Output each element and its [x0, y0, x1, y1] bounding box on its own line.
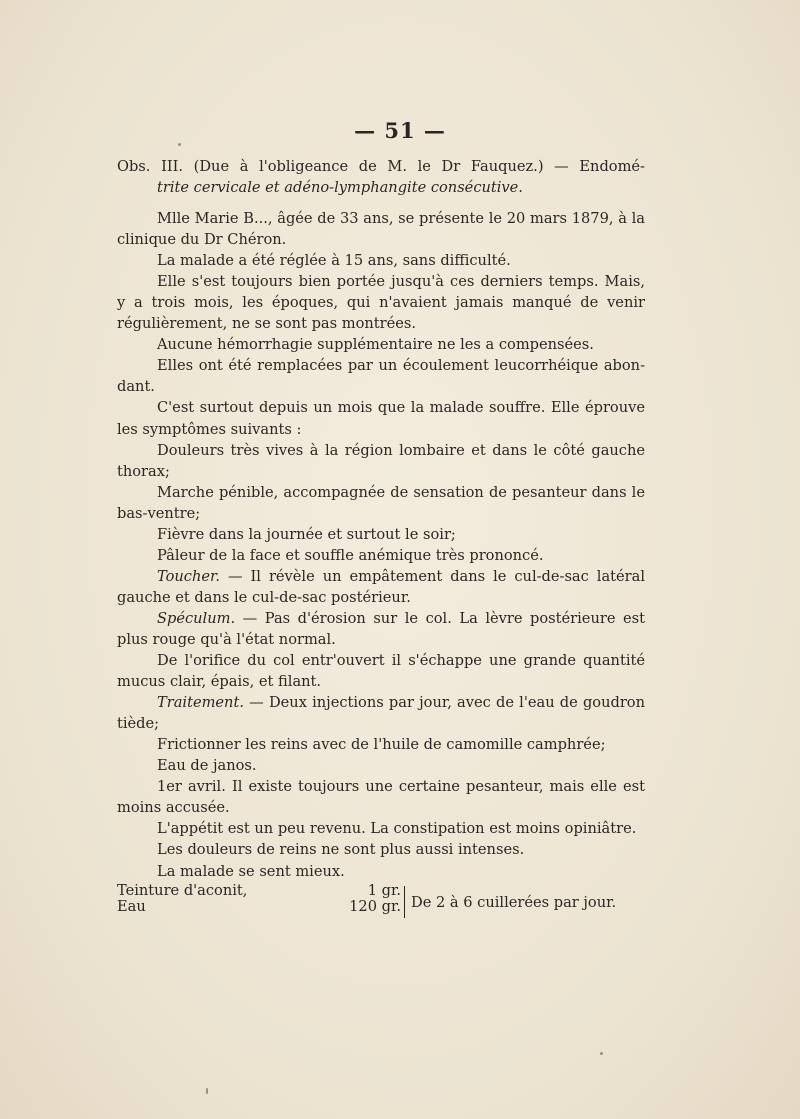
- text-line: [117, 671, 645, 692]
- text-line: [117, 566, 645, 587]
- text-line: [117, 524, 645, 545]
- formula-ingredient-2: Eau: [117, 897, 146, 915]
- body-paragraphs: [117, 208, 645, 882]
- text-line: [117, 713, 645, 734]
- text-line: [117, 755, 645, 776]
- formula-qty-1: 1 gr.: [367, 881, 401, 899]
- line-text: De l'orifice du col entr'ouvert il s'échappe une grande quantité: [157, 652, 645, 670]
- page-text: [117, 156, 645, 929]
- line-text: y a trois mois, les époques, qui n'avaient jamais manqué de venir: [117, 294, 645, 312]
- formula-qty-2: 120 gr.: [349, 897, 401, 915]
- text-line: [117, 503, 645, 524]
- text-line: [117, 461, 645, 482]
- formula-brace: [404, 886, 407, 918]
- line-text: C'est surtout depuis un mois que la malade souffre. Elle éprouve: [157, 399, 645, 417]
- text-line: [117, 861, 645, 882]
- observation-heading: [117, 156, 645, 198]
- formula-ingredient-1: Teinture d'aconit,: [117, 881, 248, 899]
- heading-line-2: trite cervicale et adéno-lymphangite consécutive.: [157, 179, 523, 196]
- text-line: [117, 545, 645, 566]
- line-text: Elle s'est toujours bien portée jusqu'à ces derniers temps. Mais,: [157, 273, 645, 291]
- line-text: Eau de janos.: [157, 757, 257, 775]
- line-text: — Il révèle un empâtement dans le cul-de-sac latéral: [220, 567, 645, 585]
- text-line: [117, 250, 645, 271]
- line-text: Pâleur de la face et souffle anémique très prononcé.: [157, 546, 544, 564]
- line-text: — Pas d'érosion sur le col. La lèvre postérieure est: [235, 609, 645, 627]
- text-line: [117, 608, 645, 629]
- text-line: [117, 839, 645, 860]
- line-text: mucus clair, épais, et filant.: [117, 673, 322, 691]
- paper-speck: [206, 1088, 208, 1094]
- line-text: Douleurs très vives à la région lombaire et dans le côté gauche: [157, 441, 645, 459]
- paper-speck: [178, 143, 181, 146]
- section-label: Spéculum.: [157, 609, 236, 627]
- text-line: [117, 482, 645, 503]
- line-text: Aucune hémorrhagie supplémentaire ne les a compensées.: [157, 336, 594, 354]
- line-text: — Deux injections par jour, avec de l'eau de goudron: [243, 694, 645, 712]
- prescription-formula: [117, 883, 645, 929]
- formula-ingredients: [117, 883, 247, 915]
- text-line: [117, 313, 645, 334]
- page-number: — 51 —: [354, 118, 446, 143]
- text-line: [117, 440, 645, 461]
- line-text: thorax;: [117, 462, 170, 480]
- line-text: plus rouge qu'à l'état normal.: [117, 630, 336, 648]
- line-text: clinique du Dr Chéron.: [117, 231, 287, 249]
- line-text: Frictionner les reins avec de l'huile de camomille camphrée;: [157, 736, 606, 754]
- line-text: La malade a été réglée à 15 ans, sans difficulté.: [157, 252, 511, 270]
- text-line: [117, 692, 645, 713]
- line-text: Elles ont été remplacées par un écoulement leucorrhéique abon-: [157, 357, 645, 375]
- section-label: Traitement.: [157, 694, 244, 712]
- line-text: dant.: [117, 378, 155, 396]
- line-text: moins accusée.: [117, 799, 230, 817]
- text-line: [117, 419, 645, 440]
- heading-line-1: Obs. III. (Due à l'obligeance de M. le Dr Fauquez.) — Endomé-: [117, 158, 645, 175]
- line-text: Les douleurs de reins ne sont plus aussi intenses.: [157, 841, 525, 859]
- text-line: [117, 734, 645, 755]
- line-text: tiède;: [117, 715, 160, 733]
- text-line: [117, 650, 645, 671]
- text-line: [117, 334, 645, 355]
- line-text: Fièvre dans la journée et surtout le soir;: [157, 525, 456, 543]
- section-label: Toucher.: [157, 567, 221, 585]
- formula-quantities: [341, 883, 401, 915]
- text-line: [117, 818, 645, 839]
- line-text: régulièrement, ne se sont pas montrées.: [117, 315, 417, 333]
- line-text: Marche pénible, accompagnée de sensation de pesanteur dans le: [157, 483, 645, 501]
- line-text: les symptômes suivants :: [117, 420, 302, 438]
- text-line: [117, 397, 645, 418]
- text-line: [117, 208, 645, 229]
- line-text: 1er avril. Il existe toujours une certaine pesanteur, mais elle est: [157, 778, 645, 796]
- line-text: Mlle Marie B..., âgée de 33 ans, se présente le 20 mars 1879, à la: [157, 210, 645, 228]
- text-line: [117, 355, 645, 376]
- text-line: [117, 292, 645, 313]
- text-line: [117, 629, 645, 650]
- text-line: [117, 229, 645, 250]
- text-line: [117, 587, 645, 608]
- text-line: [117, 797, 645, 818]
- text-line: [117, 776, 645, 797]
- text-line: [117, 271, 645, 292]
- paper-speck: [600, 1052, 603, 1055]
- line-text: L'appétit est un peu revenu. La constipation est moins opiniâtre.: [157, 820, 637, 838]
- line-text: bas-ventre;: [117, 504, 201, 522]
- line-text: gauche et dans le cul-de-sac postérieur.: [117, 588, 411, 606]
- formula-dose: De 2 à 6 cuillerées par jour.: [411, 893, 617, 911]
- text-line: [117, 376, 645, 397]
- line-text: La malade se sent mieux.: [157, 862, 345, 880]
